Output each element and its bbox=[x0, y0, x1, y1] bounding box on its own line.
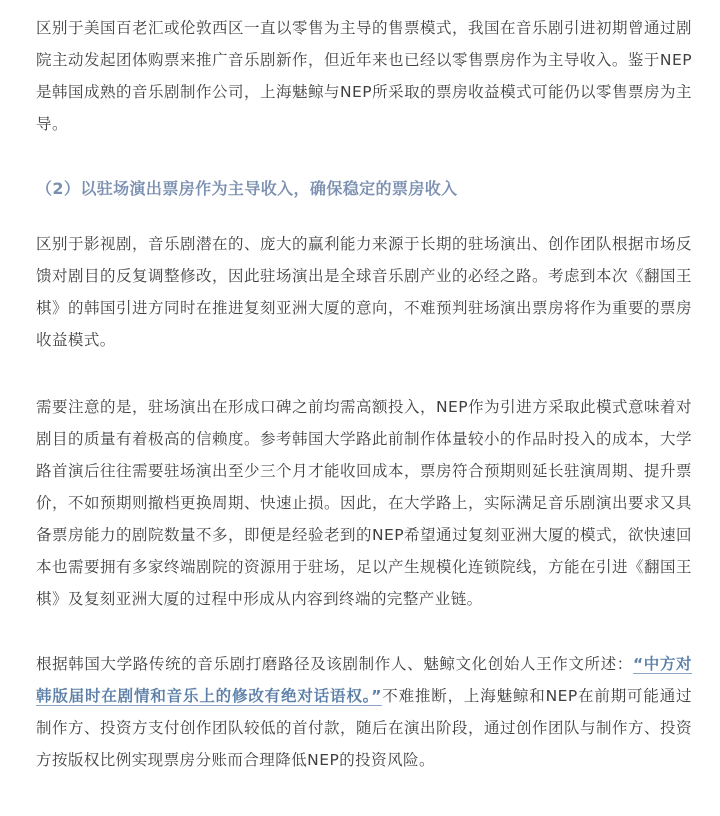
section-heading-resident-run: （2）以驻场演出票房作为主导收入，确保稳定的票房收入 bbox=[36, 179, 458, 198]
producer-quote: “中方对韩版届时在剧情和音乐上的修改有绝对话语权。” bbox=[36, 655, 692, 705]
paragraph-revenue-sharing-lead: 根据韩国大学路传统的音乐剧打磨路径及该剧制作人、魅鲸文化创始人王作文所述： bbox=[36, 655, 633, 673]
paragraph-retail-model: 区别于美国百老汇或伦敦西区一直以零售为主导的售票模式，我国在音乐剧引进初期曾通过剧院主动发起团体购票来推广音乐剧新作，但近年来也已经以零售票房作为主导收入。鉴于NEP是韩国成熟的音乐剧制作公司，上海魅鲸与NEP所采取的票房收益模式可能仍以零售票房为主导。 bbox=[36, 19, 692, 133]
paragraph-revenue-sharing bbox=[36, 648, 692, 776]
paragraph-resident-run-importance: 区别于影视剧，音乐剧潜在的、庞大的赢利能力来源于长期的驻场演出、创作团队根据市场反馈对剧目的反复调整修改，因此驻场演出是全球音乐剧产业的必经之路。考虑到本次《翻国王棋》的韩国引进方同时在推进复刻亚洲大厦的意向，不难预判驻场演出票房将作为重要的票房收益模式。 bbox=[36, 235, 692, 349]
paragraph-revenue-sharing-tail: 不难推断，上海魅鲸和NEP在前期可能通过制作方、投资方支付创作团队较低的首付款，随后在演出阶段，通过创作团队与制作方、投资方按版权比例实现票房分账而合理降低NEP的投资风险。 bbox=[36, 687, 692, 769]
paragraph-resident-run-risk: 需要注意的是，驻场演出在形成口碑之前均需高额投入，NEP作为引进方采取此模式意味着对剧目的质量有着极高的信赖度。参考韩国大学路此前制作体量较小的作品时投入的成本，大学路首演后往往需要驻场演出至少三个月才能收回成本，票房符合预期则延长驻演周期、提升票价，不如预期则撤档更换周期、快速止损。因此，在大学路上，实际满足音乐剧演出要求又具备票房能力的剧院数量不多，即便是经验老到的NEP希望通过复刻亚洲大厦的模式，欲快速回本也需要拥有多家终端剧院的资源用于驻场，足以产生规模化连锁院线，方能在引进《翻国王棋》及复刻亚洲大厦的过程中形成从内容到终端的完整产业链。 bbox=[36, 398, 692, 608]
